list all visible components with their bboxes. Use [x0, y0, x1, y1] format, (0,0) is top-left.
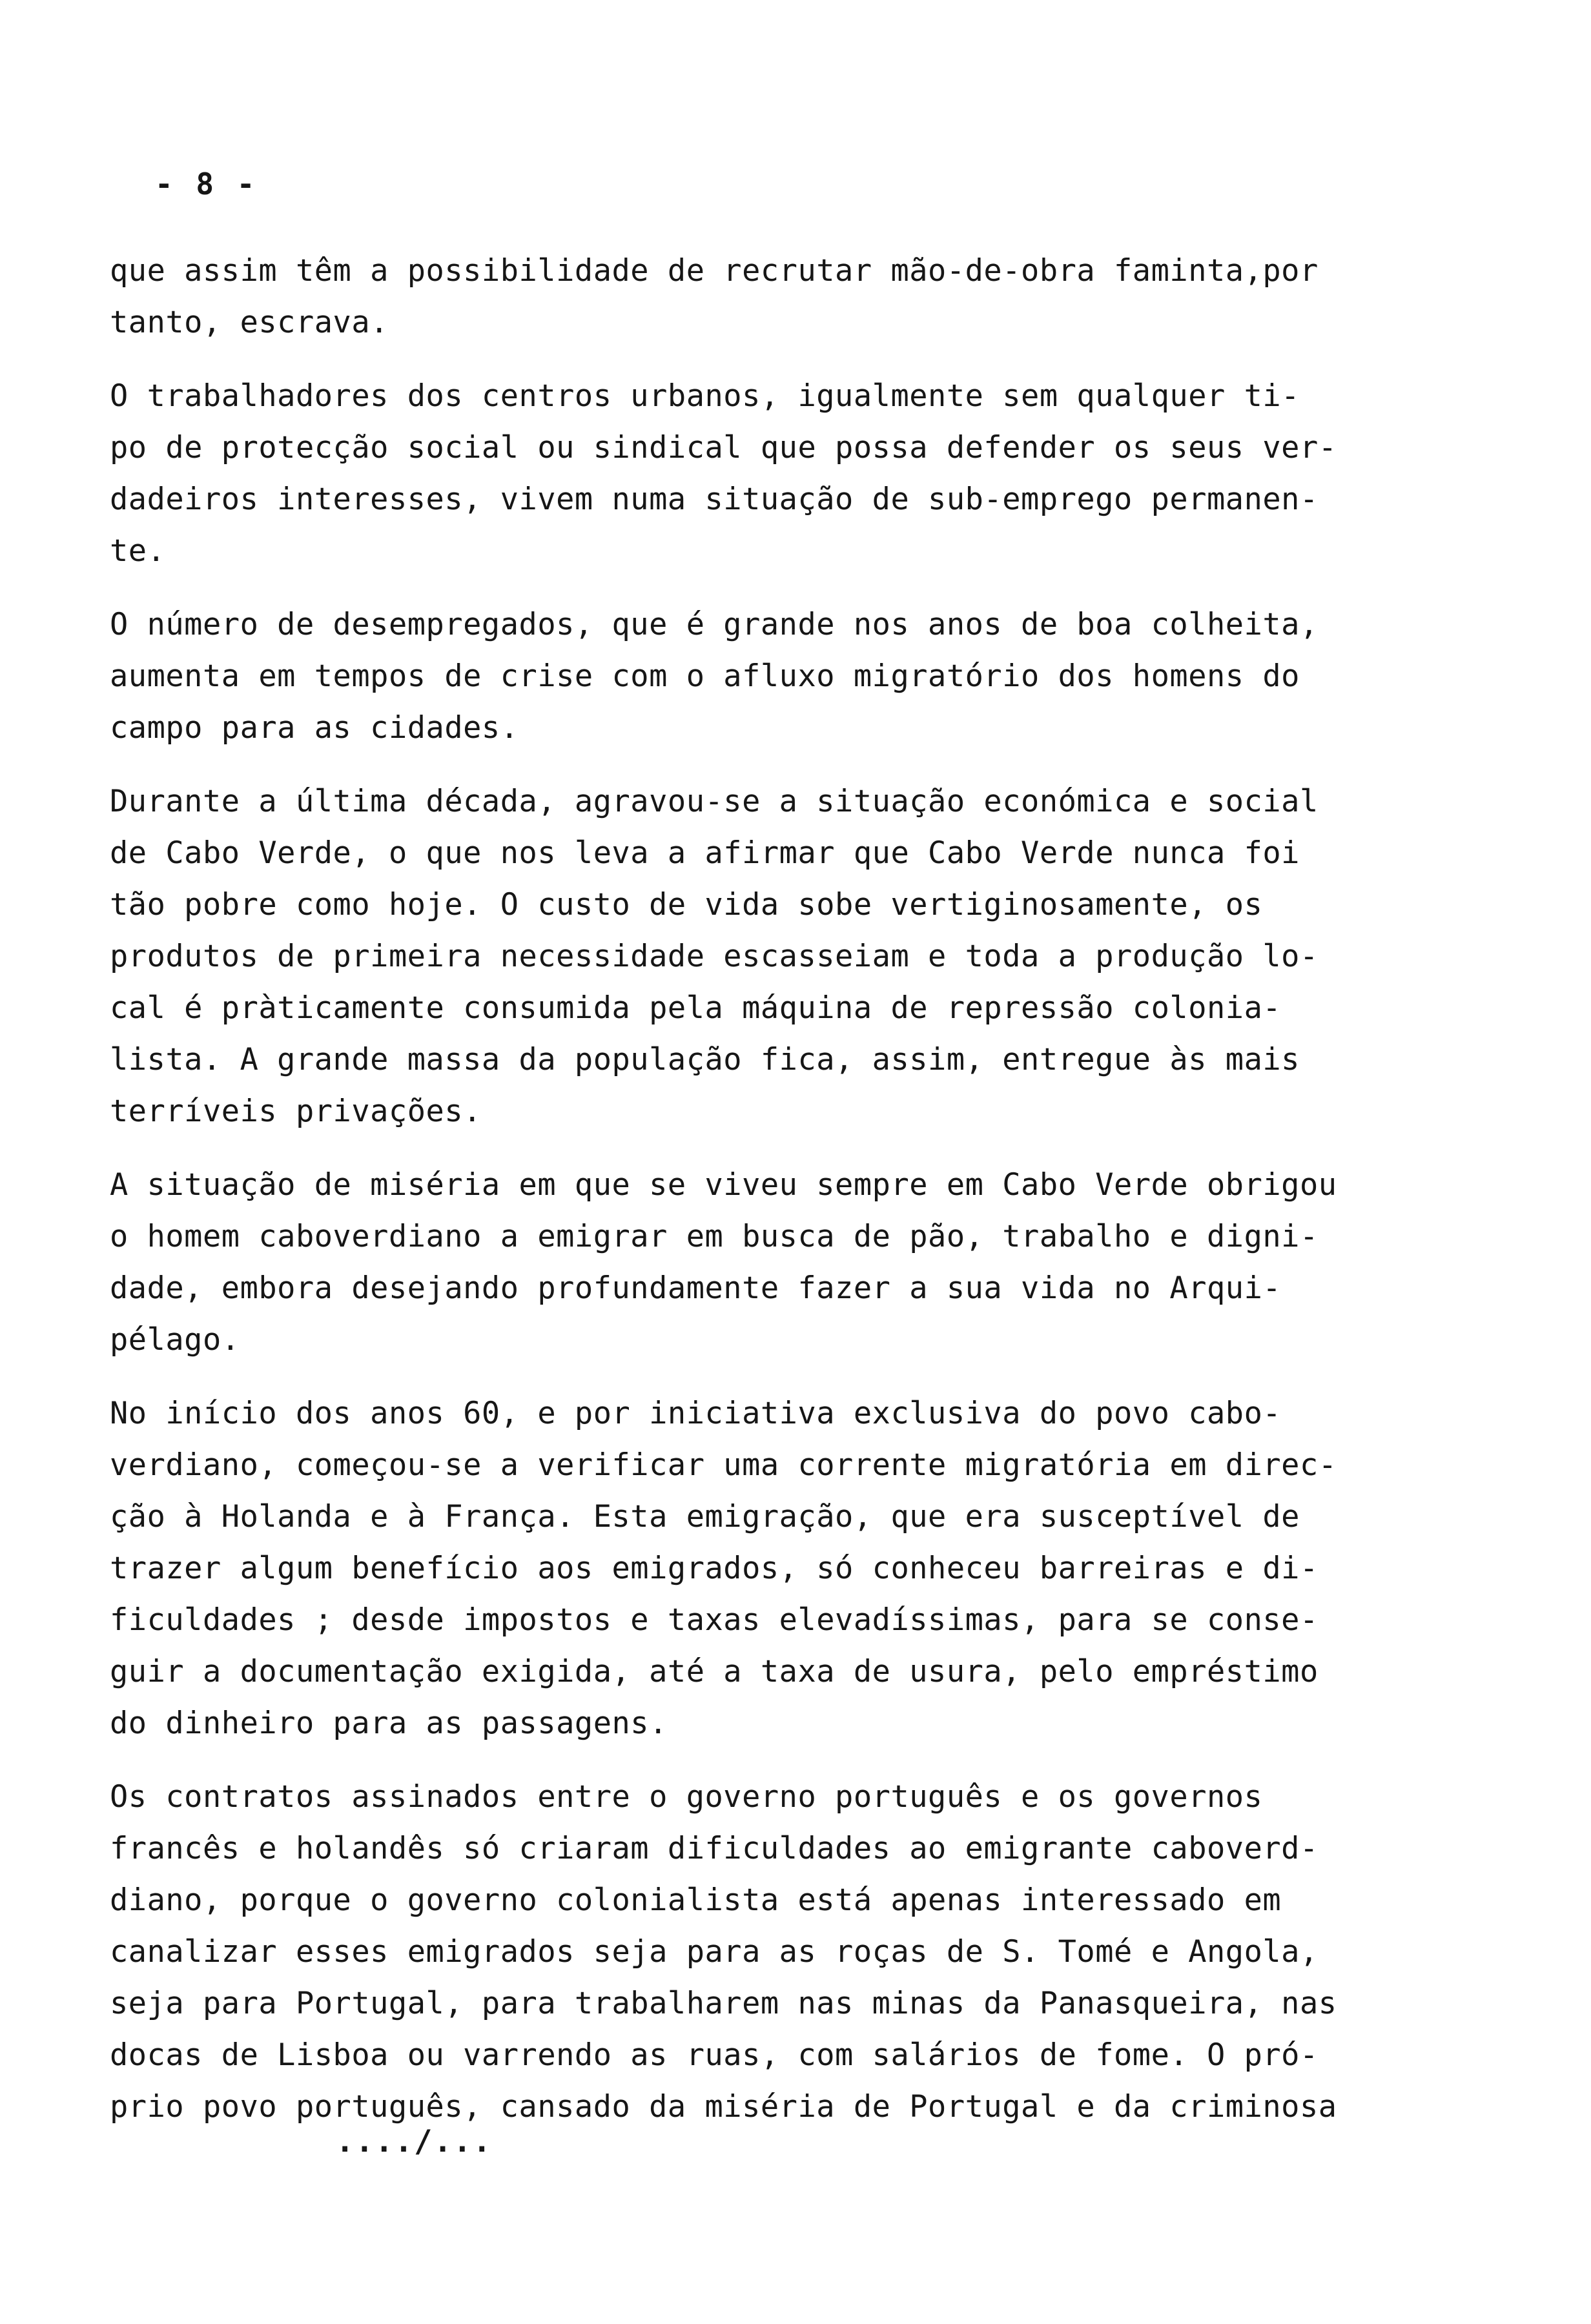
- text-line: tanto, escrava.: [110, 305, 389, 340]
- paragraph: [110, 1771, 1504, 2133]
- text-line: ficuldades ; desde impostos e taxas elevadíssimas, para se conse-: [110, 1602, 1319, 1638]
- continuation-mark: ..../...: [336, 2124, 493, 2159]
- text-line: ção à Holanda e à França. Esta emigração, que era susceptível de: [110, 1499, 1300, 1534]
- text-line: prio povo português, cansado da miséria de Portugal e da criminosa: [110, 2089, 1337, 2125]
- paragraph: [110, 245, 1504, 349]
- text-line: do dinheiro para as passagens.: [110, 1706, 668, 1741]
- text-line: de Cabo Verde, o que nos leva a afirmar que Cabo Verde nunca foi: [110, 835, 1300, 871]
- document-body: [110, 245, 1504, 2155]
- text-line: verdiano, começou-se a verificar uma corrente migratória em direc-: [110, 1447, 1337, 1483]
- text-line: trazer algum benefício aos emigrados, só conheceu barreiras e di-: [110, 1551, 1319, 1586]
- text-line: docas de Lisboa ou varrendo as ruas, com salários de fome. O pró-: [110, 2037, 1319, 2073]
- text-line: campo para as cidades.: [110, 710, 519, 746]
- text-line: lista. A grande massa da população fica, assim, entregue às mais: [110, 1042, 1300, 1077]
- paragraph: [110, 599, 1504, 754]
- text-line: produtos de primeira necessidade escasseiam e toda a produção lo-: [110, 939, 1319, 974]
- text-line: No início dos anos 60, e por iniciativa exclusiva do povo cabo-: [110, 1396, 1282, 1431]
- text-line: cal é pràticamente consumida pela máquina de repressão colonia-: [110, 990, 1282, 1026]
- text-line: aumenta em tempos de crise com o afluxo migratório dos homens do: [110, 658, 1300, 694]
- text-line: Durante a última década, agravou-se a situação económica e social: [110, 784, 1319, 819]
- page-number: - 8 -: [155, 167, 258, 201]
- text-line: pélago.: [110, 1322, 240, 1358]
- paragraph: [110, 371, 1504, 577]
- paragraph: [110, 1159, 1504, 1366]
- text-line: A situação de miséria em que se viveu sempre em Cabo Verde obrigou: [110, 1167, 1337, 1203]
- text-line: francês e holandês só criaram dificuldades ao emigrante caboverd-: [110, 1831, 1319, 1866]
- text-line: seja para Portugal, para trabalharem nas minas da Panasqueira, nas: [110, 1986, 1337, 2021]
- text-line: Os contratos assinados entre o governo português e os governos: [110, 1779, 1263, 1815]
- text-line: O número de desempregados, que é grande nos anos de boa colheita,: [110, 607, 1319, 642]
- text-line: tão pobre como hoje. O custo de vida sobe vertiginosamente, os: [110, 887, 1263, 922]
- text-line: guir a documentação exigida, até a taxa de usura, pelo empréstimo: [110, 1654, 1319, 1689]
- text-line: diano, porque o governo colonialista está apenas interessado em: [110, 1882, 1282, 1918]
- text-line: po de protecção social ou sindical que possa defender os seus ver-: [110, 430, 1337, 465]
- paragraph: [110, 1388, 1504, 1749]
- text-line: O trabalhadores dos centros urbanos, igualmente sem qualquer ti-: [110, 378, 1300, 414]
- text-line: que assim têm a possibilidade de recrutar mão-de-obra faminta,por: [110, 253, 1319, 289]
- text-line: terríveis privações.: [110, 1094, 482, 1129]
- text-line: dadeiros interesses, vivem numa situação de sub-emprego permanen-: [110, 482, 1319, 517]
- text-line: o homem caboverdiano a emigrar em busca de pão, trabalho e digni-: [110, 1219, 1319, 1254]
- text-line: dade, embora desejando profundamente fazer a sua vida no Arqui-: [110, 1270, 1282, 1306]
- paragraph: [110, 776, 1504, 1137]
- text-line: canalizar esses emigrados seja para as roças de S. Tomé e Angola,: [110, 1934, 1319, 1970]
- text-line: te.: [110, 533, 166, 569]
